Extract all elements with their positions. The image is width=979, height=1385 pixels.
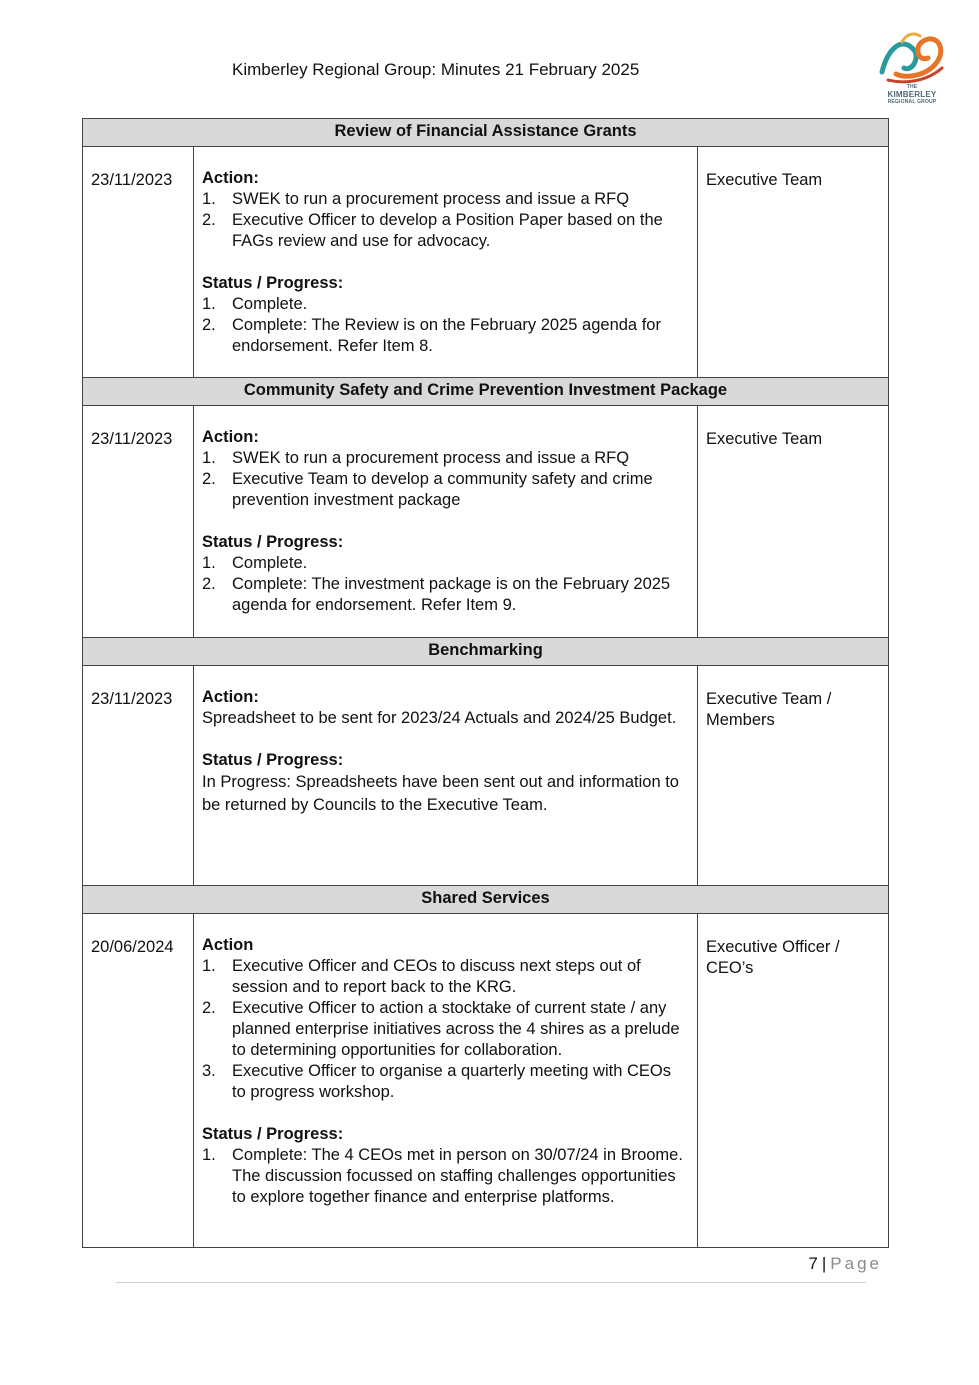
list-text: SWEK to run a procurement process and issue a RFQ [232, 190, 630, 208]
list-item [202, 189, 689, 210]
list-item [202, 315, 689, 357]
list-text: Complete. [232, 295, 308, 313]
list-number: 2. [202, 999, 216, 1017]
page-number: 7 [808, 1254, 818, 1273]
minutes-action-table [82, 118, 889, 1248]
logo-text-small: THE [906, 84, 918, 90]
item-body [194, 914, 698, 1248]
list-number: 1. [202, 554, 216, 572]
table-row [83, 147, 889, 378]
action-list [202, 189, 689, 252]
list-number: 2. [202, 575, 216, 593]
table-row [83, 666, 889, 886]
action-list [202, 448, 689, 511]
footer-divider [116, 1282, 866, 1283]
status-list [202, 294, 689, 357]
item-date: 23/11/2023 [83, 147, 194, 378]
list-item [202, 574, 689, 616]
status-label: Status / Progress: [202, 533, 344, 551]
list-item [202, 294, 689, 315]
item-body [194, 666, 698, 886]
page-word: Page [830, 1254, 882, 1273]
action-label: Action: [202, 428, 259, 446]
list-item [202, 210, 689, 252]
list-text: SWEK to run a procurement process and issue a RFQ [232, 449, 630, 467]
list-item [202, 469, 689, 511]
section-header-row [83, 378, 889, 406]
footer-separator: | [821, 1254, 827, 1273]
section-header-row [83, 638, 889, 666]
item-owner: Executive Team / Members [698, 666, 889, 886]
kimberley-regional-group-logo [874, 28, 950, 108]
list-item [202, 998, 689, 1061]
list-text: Complete: The Review is on the February 2025 agenda for endorsement. Refer Item 8. [232, 316, 661, 355]
list-text: Complete. [232, 554, 308, 572]
list-text: Executive Officer to action a stocktake of current state / any planned enterprise initiatives across the 4 shires as a prelude to determining opportunities for collaboration. [232, 999, 680, 1059]
section-header-row [83, 119, 889, 147]
item-body [194, 406, 698, 638]
section-title: Review of Financial Assistance Grants [83, 119, 889, 147]
logo-text-line1: KIMBERLEY [887, 90, 937, 99]
table-row [83, 406, 889, 638]
wave-logo-icon [874, 28, 950, 86]
table-row [83, 914, 889, 1248]
item-owner: Executive Officer / CEO’s [698, 914, 889, 1248]
action-label: Action: [202, 169, 259, 187]
status-label: Status / Progress: [202, 751, 344, 769]
list-number: 2. [202, 316, 216, 334]
list-number: 2. [202, 470, 216, 488]
section-title: Benchmarking [83, 638, 889, 666]
list-text: Executive Officer to organise a quarterly meeting with CEOs to progress workshop. [232, 1062, 671, 1101]
status-list [202, 553, 689, 616]
list-number: 3. [202, 1062, 216, 1080]
item-body [194, 147, 698, 378]
list-item [202, 956, 689, 998]
item-date: 20/06/2024 [83, 914, 194, 1248]
item-date: 23/11/2023 [83, 666, 194, 886]
document-header-title: Kimberley Regional Group: Minutes 21 February 2025 [232, 60, 640, 79]
list-item [202, 553, 689, 574]
item-date: 23/11/2023 [83, 406, 194, 638]
item-owner: Executive Team [698, 147, 889, 378]
logo-wordmark [874, 84, 950, 105]
list-number: 1. [202, 190, 216, 208]
action-label: Action: [202, 688, 259, 706]
list-number: 1. [202, 957, 216, 975]
section-header-row [83, 886, 889, 914]
list-text: Executive Officer to develop a Position Paper based on the FAGs review and use for advocacy. [232, 211, 663, 250]
status-list [202, 1145, 689, 1208]
status-text: In Progress: Spreadsheets have been sent out and information to be returned by Councils to the Executive Team. [202, 773, 679, 814]
action-label: Action [202, 936, 254, 954]
list-text: Executive Team to develop a community safety and crime prevention investment package [232, 470, 653, 509]
status-label: Status / Progress: [202, 1125, 344, 1143]
list-item [202, 1145, 689, 1208]
section-title: Community Safety and Crime Prevention Investment Package [83, 378, 889, 406]
list-text: Executive Officer and CEOs to discuss next steps out of session and to report back to the KRG. [232, 957, 641, 996]
list-item [202, 448, 689, 469]
section-title: Shared Services [83, 886, 889, 914]
action-text: Spreadsheet to be sent for 2023/24 Actuals and 2024/25 Budget. [202, 709, 677, 727]
list-item [202, 1061, 689, 1103]
logo-text-line2: REGIONAL GROUP [887, 99, 937, 105]
list-number: 1. [202, 295, 216, 313]
item-owner: Executive Team [698, 406, 889, 638]
list-number: 1. [202, 1146, 216, 1164]
list-number: 1. [202, 449, 216, 467]
page-footer [808, 1254, 882, 1274]
action-list [202, 956, 689, 1103]
list-text: Complete: The 4 CEOs met in person on 30/07/24 in Broome. The discussion focussed on staffing challenges opportunities to explore together finance and enterprise platforms. [232, 1146, 683, 1206]
status-label: Status / Progress: [202, 274, 344, 292]
list-text: Complete: The investment package is on the February 2025 agenda for endorsement. Refer Item 9. [232, 575, 671, 614]
list-number: 2. [202, 211, 216, 229]
